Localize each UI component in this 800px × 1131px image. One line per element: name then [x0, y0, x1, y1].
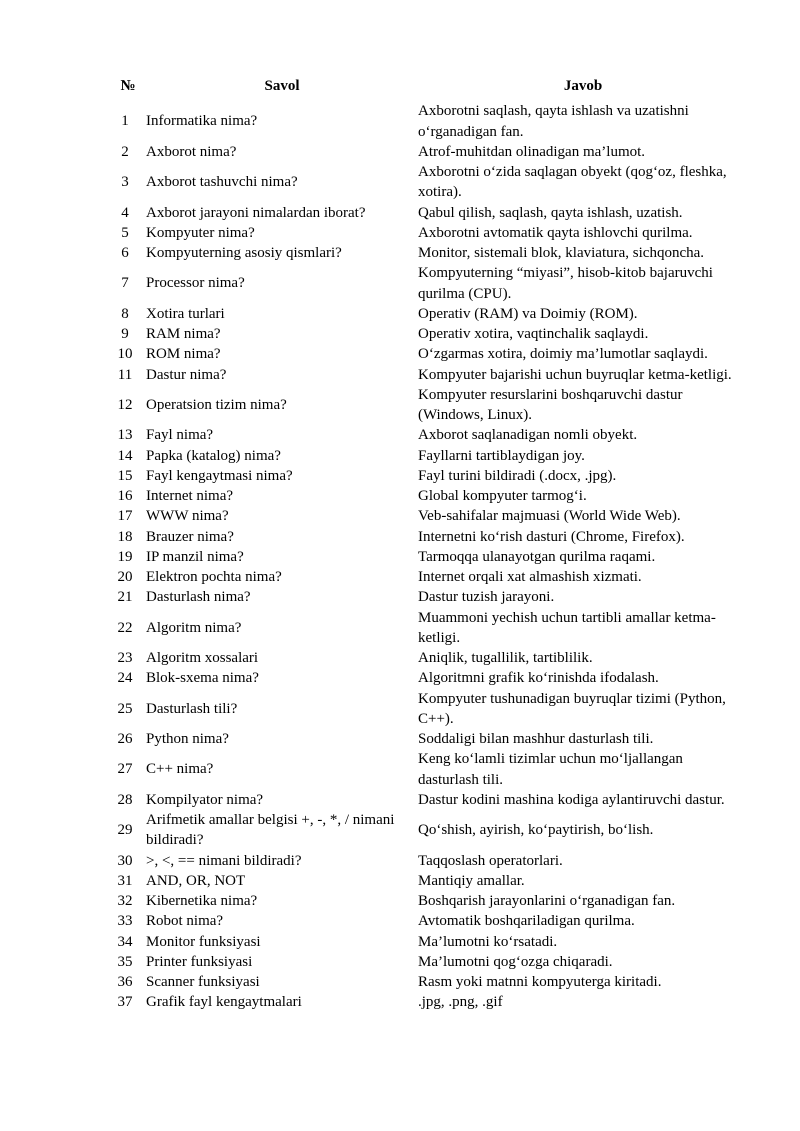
table-header — [110, 76, 748, 101]
answer-cell: Taqqoslash operatorlari. — [418, 852, 563, 869]
table-row — [110, 749, 748, 790]
answer-cell: Axborotni avtomatik qayta ishlovchi qurilma. — [418, 224, 693, 241]
answer-cell: Ma’lumotni ko‘rsatadi. — [418, 933, 558, 950]
question-cell: Axborot jarayoni nimalardan iborat? — [146, 204, 366, 221]
table-row — [110, 385, 748, 426]
row-number: 6 — [121, 245, 129, 261]
answer-cell: Internet orqali xat almashish xizmati. — [418, 569, 642, 585]
answer-cell: Dastur tuzish jarayoni. — [418, 589, 555, 606]
table-body — [110, 101, 748, 1012]
header-answer: Javob — [563, 78, 603, 94]
table-row — [110, 648, 748, 668]
question-cell: Fayl kengaytmasi nima? — [146, 467, 293, 484]
row-number: 28 — [117, 791, 133, 808]
table-row — [110, 162, 748, 203]
row-number: 26 — [117, 731, 133, 747]
row-number: 37 — [117, 994, 133, 1011]
table-row — [110, 729, 748, 749]
table-row — [110, 972, 748, 992]
table-row — [110, 992, 748, 1012]
question-cell: Printer funksiyasi — [146, 953, 253, 970]
table-row — [110, 203, 748, 223]
row-number: 5 — [121, 224, 129, 241]
row-number: 1 — [121, 113, 129, 130]
answer-cell: Avtomatik boshqariladigan qurilma. — [418, 913, 635, 930]
row-number: 30 — [117, 852, 133, 869]
question-cell: Dasturlash tili? — [146, 700, 238, 717]
row-number: 36 — [117, 974, 133, 990]
question-cell: Robot nima? — [146, 913, 224, 930]
answer-cell: Axborotni saqlash, qayta ishlash va uzatishni o‘rganadigan fan. — [418, 103, 689, 140]
question-cell: Fayl nima? — [146, 427, 214, 444]
question-cell: Axborot nima? — [146, 143, 237, 160]
row-number: 23 — [117, 650, 133, 666]
question-cell: Brauzer nima? — [146, 528, 234, 545]
question-cell: Dastur nima? — [146, 366, 227, 383]
row-number: 22 — [117, 619, 133, 636]
answer-cell: Boshqarish jarayonlarini o‘rganadigan fan. — [418, 893, 676, 909]
question-cell: ROM nima? — [146, 346, 221, 363]
header-number: № — [120, 78, 136, 94]
answer-cell: Axborotni o‘zida saqlagan obyekt (qog‘oz, fleshka, xotira). — [418, 164, 727, 201]
question-cell: WWW nima? — [146, 508, 229, 525]
table-row — [110, 790, 748, 810]
row-number: 25 — [117, 700, 133, 717]
row-number: 29 — [117, 822, 133, 839]
table-row — [110, 689, 748, 730]
table-row — [110, 466, 748, 486]
row-number: 9 — [121, 326, 129, 342]
question-cell: Dasturlash nima? — [146, 589, 251, 606]
question-cell: Algoritm xossalari — [146, 650, 259, 666]
table-row — [110, 506, 748, 526]
question-cell: Internet nima? — [146, 488, 234, 504]
table-row — [110, 871, 748, 891]
table-row — [110, 608, 748, 649]
row-number: 15 — [117, 467, 133, 484]
question-cell: Papka (katalog) nima? — [146, 447, 281, 464]
question-cell: >, <, == nimani bildiradi? — [146, 852, 302, 869]
row-number: 16 — [117, 488, 133, 504]
table-row — [110, 324, 748, 344]
table-row — [110, 243, 748, 263]
question-cell: Arifmetik amallar belgisi +, -, *, / nimani bildiradi? — [146, 812, 395, 849]
table-row — [110, 587, 748, 607]
row-number: 7 — [121, 275, 129, 292]
answer-cell: Global kompyuter tarmog‘i. — [418, 488, 587, 504]
question-cell: Operatsion tizim nima? — [146, 396, 287, 413]
table-row — [110, 486, 748, 506]
header-row — [110, 76, 748, 101]
question-cell: Monitor funksiyasi — [146, 933, 261, 950]
answer-cell: Rasm yoki matnni kompyuterga kiritadi. — [418, 974, 662, 990]
table-row — [110, 263, 748, 304]
question-cell: Kompilyator nima? — [146, 791, 264, 808]
answer-cell: Monitor, sistemali blok, klaviatura, sichqoncha. — [418, 245, 705, 261]
row-number: 20 — [117, 569, 133, 585]
table-row — [110, 851, 748, 871]
answer-cell: .jpg, .png, .gif — [418, 994, 503, 1011]
question-cell: Processor nima? — [146, 275, 245, 292]
question-cell: C++ nima? — [146, 761, 214, 778]
row-number: 8 — [121, 305, 129, 322]
row-number: 31 — [117, 872, 133, 889]
row-number: 11 — [117, 366, 133, 383]
answer-cell: Kompyuter bajarishi uchun buyruqlar ketma-ketligi. — [418, 366, 732, 383]
answer-cell: Fayl turini bildiradi (.docx, .jpg). — [418, 467, 617, 484]
answer-cell: Kompyuter resurslarini boshqaruvchi dastur (Windows, Linux). — [418, 386, 683, 423]
answer-cell: Atrof-muhitdan olinadigan ma’lumot. — [418, 143, 646, 160]
answer-cell: Qabul qilish, saqlash, qayta ishlash, uzatish. — [418, 204, 683, 221]
row-number: 32 — [117, 893, 133, 909]
table-row — [110, 142, 748, 162]
question-cell: Scanner funksiyasi — [146, 974, 260, 990]
answer-cell: Operativ (RAM) va Doimiy (ROM). — [418, 305, 638, 322]
answer-cell: Tarmoqqa ulanayotgan qurilma raqami. — [418, 548, 656, 565]
answer-cell: Veb-sahifalar majmuasi (World Wide Web). — [418, 508, 681, 525]
answer-cell: Soddaligi bilan mashhur dasturlash tili. — [418, 731, 654, 747]
question-cell: RAM nima? — [146, 326, 221, 342]
answer-cell: Keng ko‘lamli tizimlar uchun mo‘ljallangan dasturlash tili. — [418, 751, 683, 788]
answer-cell: Algoritmni grafik ko‘rinishda ifodalash. — [418, 670, 659, 687]
row-number: 18 — [117, 528, 133, 545]
question-cell: Informatika nima? — [146, 113, 258, 130]
table-row — [110, 101, 748, 142]
answer-cell: Qo‘shish, ayirish, ko‘paytirish, bo‘lish. — [418, 822, 654, 839]
row-number: 24 — [117, 670, 133, 687]
answer-cell: Operativ xotira, vaqtinchalik saqlaydi. — [418, 326, 649, 342]
question-cell: Elektron pochta nima? — [146, 569, 282, 585]
question-cell: Blok-sxema nima? — [146, 670, 259, 687]
question-cell: Grafik fayl kengaytmalari — [146, 994, 302, 1011]
table-row — [110, 446, 748, 466]
answer-cell: Dastur kodini mashina kodiga aylantiruvchi dastur. — [418, 791, 725, 808]
answer-cell: Mantiqiy amallar. — [418, 872, 525, 889]
answer-cell: Internetni ko‘rish dasturi (Chrome, Firefox). — [418, 528, 685, 545]
table-row — [110, 952, 748, 972]
answer-cell: Axborot saqlanadigan nomli obyekt. — [418, 427, 638, 444]
answer-cell: Kompyuterning “miyasi”, hisob-kitob bajaruvchi qurilma (CPU). — [418, 265, 713, 302]
row-number: 12 — [117, 396, 133, 413]
question-cell: IP manzil nima? — [146, 548, 244, 565]
question-cell: AND, OR, NOT — [146, 872, 246, 889]
table-row — [110, 304, 748, 324]
row-number: 2 — [121, 143, 129, 160]
question-cell: Kibernetika nima? — [146, 893, 258, 909]
header-question: Savol — [264, 78, 300, 94]
row-number: 3 — [121, 174, 129, 191]
table-row — [110, 911, 748, 931]
row-number: 34 — [117, 933, 133, 950]
answer-cell: Kompyuter tushunadigan buyruqlar tizimi (Python, C++). — [418, 690, 726, 727]
question-cell: Axborot tashuvchi nima? — [146, 174, 298, 191]
table-row — [110, 223, 748, 243]
question-cell: Python nima? — [146, 731, 229, 747]
question-cell: Kompyuterning asosiy qismlari? — [146, 245, 342, 261]
row-number: 13 — [117, 427, 133, 444]
row-number: 4 — [121, 204, 129, 221]
table-row — [110, 891, 748, 911]
row-number: 27 — [117, 761, 133, 778]
row-number: 33 — [117, 913, 133, 930]
row-number: 14 — [117, 447, 133, 464]
row-number: 35 — [117, 953, 133, 970]
answer-cell: Aniqlik, tugallilik, tartiblilik. — [418, 650, 593, 666]
question-cell: Kompyuter nima? — [146, 224, 255, 241]
table-row — [110, 932, 748, 952]
table-row — [110, 344, 748, 364]
row-number: 21 — [117, 589, 133, 606]
question-cell: Xotira turlari — [146, 305, 225, 322]
answer-cell: Muammoni yechish uchun tartibli amallar ketma-ketligi. — [418, 609, 716, 646]
table-row — [110, 567, 748, 587]
table-row — [110, 425, 748, 445]
row-number: 17 — [117, 508, 133, 525]
answer-cell: Fayllarni tartiblaydigan joy. — [418, 447, 585, 464]
table-row — [110, 365, 748, 385]
table-row — [110, 668, 748, 688]
table-row — [110, 547, 748, 567]
table-row — [110, 810, 748, 851]
table-row — [110, 527, 748, 547]
question-cell: Algoritm nima? — [146, 619, 242, 636]
row-number: 10 — [117, 346, 133, 363]
row-number: 19 — [117, 548, 133, 565]
qa-table — [110, 76, 748, 1013]
answer-cell: Ma’lumotni qog‘ozga chiqaradi. — [418, 953, 613, 970]
answer-cell: O‘zgarmas xotira, doimiy ma’lumotlar saqlaydi. — [418, 346, 708, 363]
